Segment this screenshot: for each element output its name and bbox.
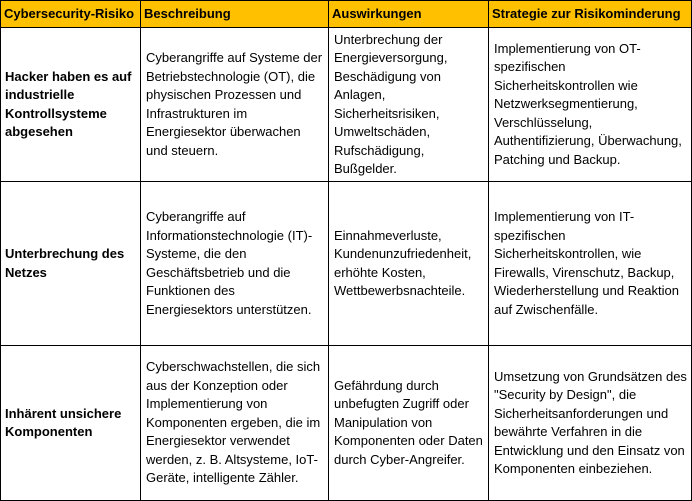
table-row xyxy=(1,28,692,182)
strategy-cell: Implementierung von OT-spezifischen Sicherheitskontrollen wie Netzwerksegmentierung, Verschlüsselung, Authentifizierung, Überwachung, Patching und Backup. xyxy=(489,28,692,182)
header-strategy: Strategie zur Risikominderung xyxy=(489,1,692,28)
risk-cell: Hacker haben es auf industrielle Kontrollsysteme abgesehen xyxy=(1,28,141,182)
description-cell: Cyberangriffe auf Informationstechnologie (IT)-Systeme, die den Geschäftsbetrieb und die Funktionen des Energiesektors unterstützen. xyxy=(141,182,329,346)
impact-cell: Gefährdung durch unbefugten Zugriff oder Manipulation von Komponenten oder Daten durch Cyber-Angreifer. xyxy=(329,346,489,501)
description-cell: Cyberschwachstellen, die sich aus der Konzeption oder Implementierung von Komponenten ergeben, die im Energiesektor verwendet werden, z. B. Altsysteme, IoT-Geräte, intelligente Zähler. xyxy=(141,346,329,501)
table-header xyxy=(1,1,692,28)
table-row xyxy=(1,346,692,501)
impact-cell: Einnahmeverluste, Kundenunzufriedenheit, erhöhte Kosten, Wettbewerbsnachteile. xyxy=(329,182,489,346)
impact-cell: Unterbrechung der Energieversorgung, Beschädigung von Anlagen, Sicherheitsrisiken, Umweltschäden, Rufschädigung, Bußgelder. xyxy=(329,28,489,182)
strategy-cell: Umsetzung von Grundsätzen des "Security by Design", die Sicherheitsanforderungen und bewährte Verfahren in die Entwicklung und den Einsatz von Komponenten einbeziehen. xyxy=(489,346,692,501)
table-body xyxy=(1,28,692,501)
header-impact: Auswirkungen xyxy=(329,1,489,28)
description-cell: Cyberangriffe auf Systeme der Betriebstechnologie (OT), die physischen Prozessen und Infrastrukturen im Energiesektor überwachen und steuern. xyxy=(141,28,329,182)
header-row xyxy=(1,1,692,28)
header-description: Beschreibung xyxy=(141,1,329,28)
risk-cell: Unterbrechung des Netzes xyxy=(1,182,141,346)
risk-cell: Inhärent unsichere Komponenten xyxy=(1,346,141,501)
header-risk: Cybersecurity-Risiko xyxy=(1,1,141,28)
strategy-cell: Implementierung von IT-spezifischen Sicherheitskontrollen, wie Firewalls, Virenschutz, Backup, Wiederherstellung und Reaktion auf Zwischenfälle. xyxy=(489,182,692,346)
table-row xyxy=(1,182,692,346)
